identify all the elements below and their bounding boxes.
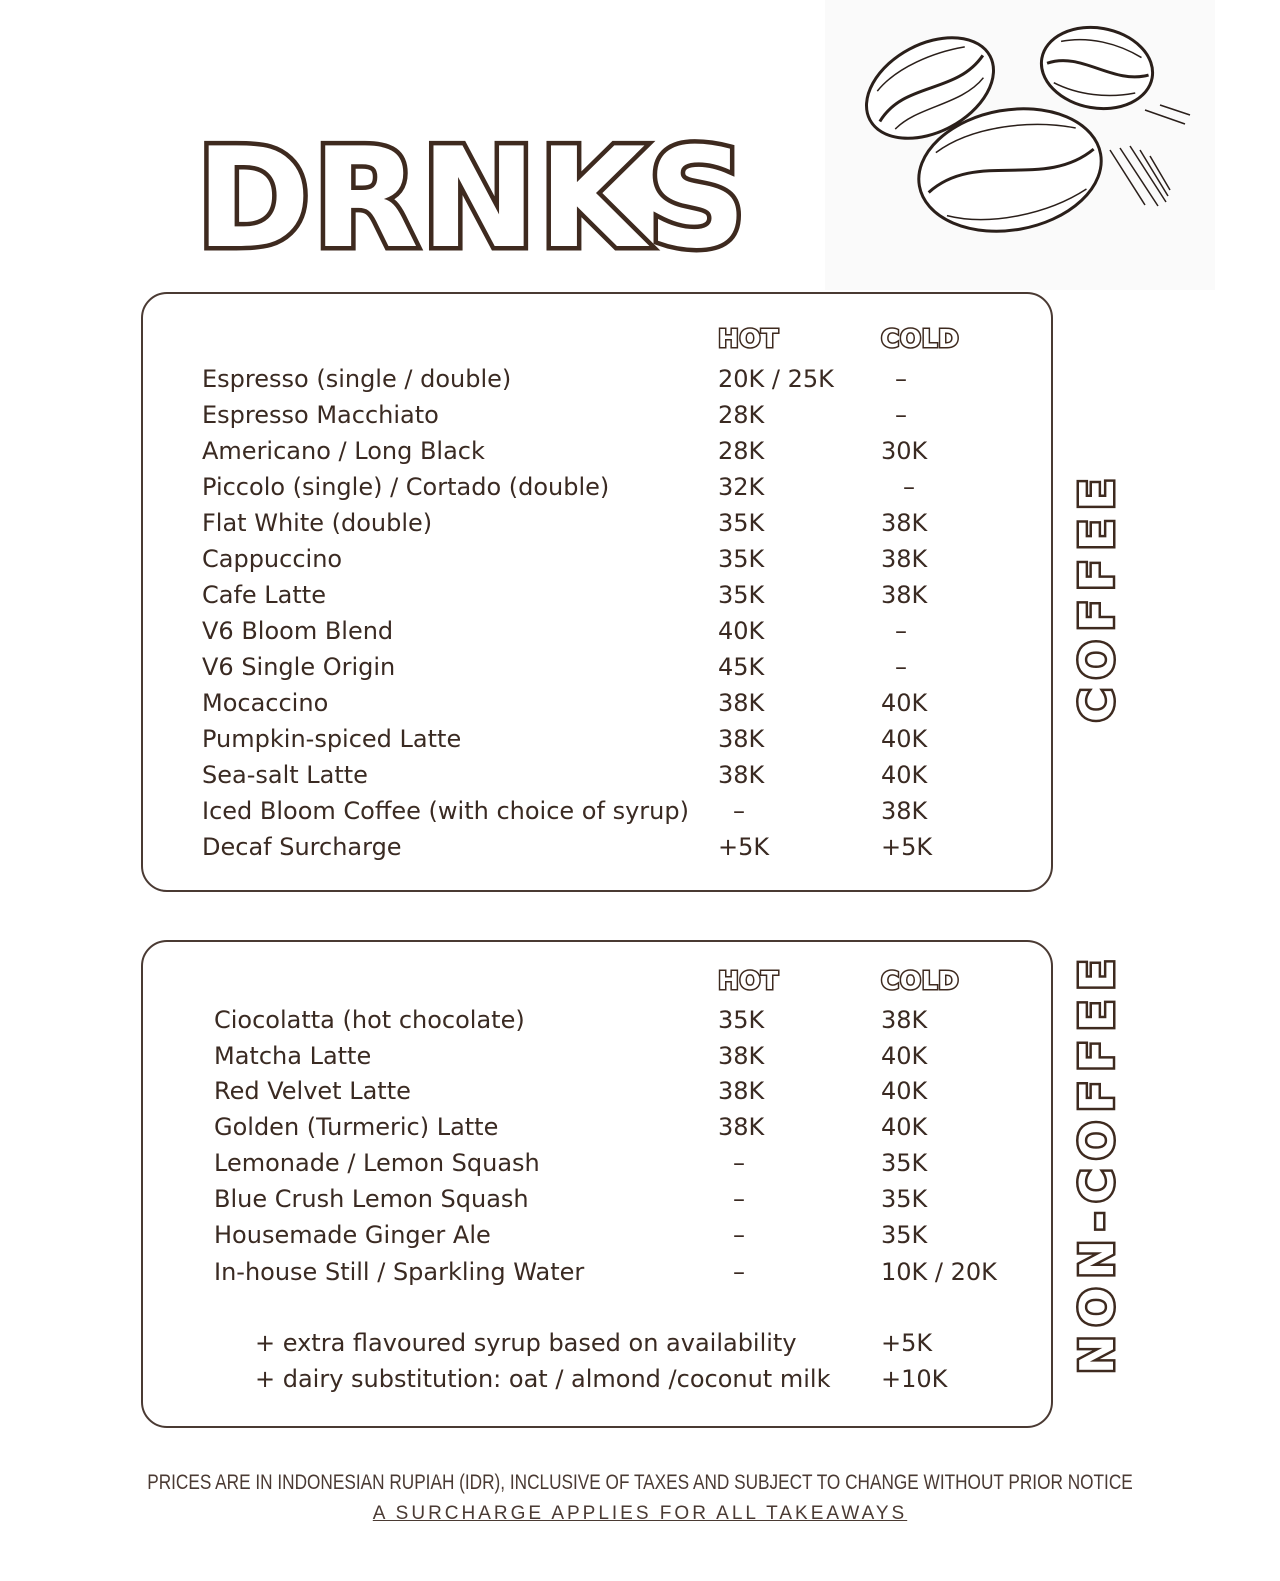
item-hot-price: 28K [718,437,765,465]
menu-row [143,541,1051,577]
item-cold-price: 38K [881,581,928,609]
noncoffee-col-cold: COLD [881,966,960,995]
item-hot-price: 35K [718,509,765,537]
menu-row [143,1109,1051,1145]
menu-row [143,829,1051,865]
item-name: Flat White (double) [202,509,433,537]
menu-row [143,505,1051,541]
menu-row [143,613,1051,649]
item-hot-price: – [733,1221,745,1249]
item-name: V6 Single Origin [202,653,396,681]
item-cold-price: 38K [881,797,928,825]
menu-row [143,1073,1051,1109]
page-title: DRNKS [196,118,749,279]
item-name: Matcha Latte [214,1042,372,1070]
item-hot-price: – [733,1149,745,1177]
item-name: Housemade Ginger Ale [214,1221,491,1249]
noncoffee-section-label: NON-COFFEE [1070,950,1124,1374]
item-name: Americano / Long Black [202,437,485,465]
item-name: Iced Bloom Coffee (with choice of syrup) [202,797,689,825]
takeaway-notice [0,1503,1280,1525]
item-cold-price: 38K [881,1006,928,1034]
item-cold-price: 10K / 20K [881,1258,997,1286]
item-hot-price: +5K [718,833,770,861]
item-name: Mocaccino [202,689,329,717]
coffee-menu-card [141,292,1053,892]
item-cold-price: 35K [881,1221,928,1249]
coffee-col-hot: HOT [718,324,779,353]
menu-row [143,757,1051,793]
price-notice: PRICES ARE IN INDONESIAN RUPIAH (IDR), INCLUSIVE OF TAXES AND SUBJECT TO CHANGE WITHOUT PRIOR NOTICE [147,1471,1133,1494]
item-cold-price: 35K [881,1185,928,1213]
extra-price: +5K [881,1329,933,1357]
item-cold-price: 40K [881,1113,928,1141]
item-cold-price: – [895,653,907,681]
item-name: V6 Bloom Blend [202,617,394,645]
item-cold-price: – [895,401,907,429]
coffee-col-cold: COLD [881,324,960,353]
item-hot-price: 38K [718,1042,765,1070]
menu-row [143,1217,1051,1253]
item-name: Espresso (single / double) [202,365,512,393]
item-cold-price: 40K [881,689,928,717]
item-name: Red Velvet Latte [214,1077,411,1105]
item-name: In-house Still / Sparkling Water [214,1258,585,1286]
menu-row [143,793,1051,829]
menu-row [143,721,1051,757]
item-cold-price: 38K [881,509,928,537]
item-hot-price: 38K [718,761,765,789]
item-hot-price: 20K / 25K [718,365,834,393]
coffee-section-label: COFFEE [1070,469,1124,722]
item-cold-price: – [903,473,915,501]
noncoffee-menu-card [141,940,1053,1428]
extra-price: +10K [881,1365,948,1393]
item-name: Piccolo (single) / Cortado (double) [202,473,610,501]
menu-row [143,1002,1051,1038]
item-cold-price: 30K [881,437,928,465]
menu-row [143,1038,1051,1074]
item-name: Ciocolatta (hot chocolate) [214,1006,525,1034]
item-hot-price: 32K [718,473,765,501]
menu-row [143,433,1051,469]
menu-row [143,1181,1051,1217]
coffee-beans-icon [825,0,1215,290]
takeaway-text: A SURCHARGE APPLIES FOR ALL TAKEAWAYS [372,1503,908,1524]
item-hot-price: – [733,797,745,825]
item-name: Cappuccino [202,545,343,573]
item-hot-price: 28K [718,401,765,429]
noncoffee-col-hot: HOT [718,966,779,995]
menu-row [143,649,1051,685]
item-hot-price: 45K [718,653,765,681]
item-name: Golden (Turmeric) Latte [214,1113,499,1141]
item-name: Blue Crush Lemon Squash [214,1185,529,1213]
item-cold-price: 35K [881,1149,928,1177]
item-hot-price: 35K [718,545,765,573]
item-cold-price: 38K [881,545,928,573]
extra-name: + extra flavoured syrup based on availability [255,1329,797,1357]
item-cold-price: – [895,365,907,393]
menu-row [143,1145,1051,1181]
item-hot-price: 35K [718,1006,765,1034]
item-cold-price: 40K [881,1077,928,1105]
menu-row [143,685,1051,721]
item-hot-price: 38K [718,1113,765,1141]
item-name: Lemonade / Lemon Squash [214,1149,540,1177]
item-hot-price: 35K [718,581,765,609]
item-cold-price: – [895,617,907,645]
item-hot-price: 38K [718,1077,765,1105]
item-hot-price: 38K [718,689,765,717]
item-hot-price: – [733,1258,745,1286]
item-name: Pumpkin-spiced Latte [202,725,462,753]
extra-row [143,1325,1051,1361]
item-name: Espresso Macchiato [202,401,439,429]
menu-row [143,1254,1051,1290]
menu-row [143,361,1051,397]
menu-row [143,469,1051,505]
item-name: Cafe Latte [202,581,326,609]
item-cold-price: 40K [881,1042,928,1070]
extra-name: + dairy substitution: oat / almond /coconut milk [255,1365,831,1393]
item-hot-price: – [733,1185,745,1213]
item-name: Decaf Surcharge [202,833,402,861]
menu-row [143,577,1051,613]
extra-row [143,1361,1051,1397]
item-hot-price: 38K [718,725,765,753]
item-cold-price: +5K [881,833,933,861]
item-name: Sea-salt Latte [202,761,368,789]
item-hot-price: 40K [718,617,765,645]
item-cold-price: 40K [881,761,928,789]
menu-row [143,397,1051,433]
item-cold-price: 40K [881,725,928,753]
